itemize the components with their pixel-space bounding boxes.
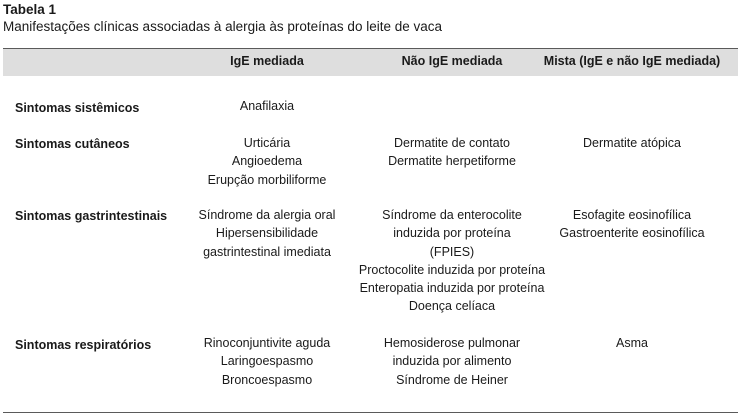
cell-line: Síndrome da enterocolite xyxy=(382,208,522,222)
cell-line: Broncoespasmo xyxy=(221,372,313,387)
row-header-respiratory: Sintomas respiratórios xyxy=(15,338,152,352)
cell-line: induzida por alimento xyxy=(392,354,512,369)
column-header-mixed: Mista (IgE e não IgE mediada) xyxy=(543,54,721,68)
cell-respiratory-mixed xyxy=(532,334,732,352)
cell-cutaneous-ige xyxy=(167,134,367,189)
column-header-non-ige: Não IgE mediada xyxy=(401,54,503,68)
cell-line: Esofagite eosinofílica xyxy=(572,208,692,222)
cell-gastrointestinal-non-ige xyxy=(352,206,552,316)
cell-line: Anafilaxia xyxy=(239,99,295,113)
cell-line: Dermatite de contato xyxy=(393,136,511,150)
row-header-systemic: Sintomas sistêmicos xyxy=(15,101,140,115)
cell-line: Síndrome de Heiner xyxy=(396,372,508,387)
column-header-ige: IgE mediada xyxy=(230,54,304,68)
cell-gastrointestinal-mixed xyxy=(532,206,732,243)
cell-line: gastrintestinal imediata xyxy=(203,244,331,259)
table-caption xyxy=(3,1,442,35)
cell-respiratory-non-ige xyxy=(352,334,552,389)
cell-line: Rinoconjuntivite aguda xyxy=(203,336,331,350)
cell-line: Hemosiderose pulmonar xyxy=(383,336,521,350)
cell-systemic-ige xyxy=(167,97,367,115)
table-bottom-rule xyxy=(3,412,738,413)
cell-line: Urticária xyxy=(243,136,291,150)
cell-line: Laringoespasmo xyxy=(220,354,314,369)
cell-line: Dermatite atópica xyxy=(583,136,681,150)
cell-cutaneous-mixed xyxy=(532,134,732,152)
cell-line: Doença celíaca xyxy=(408,299,496,314)
row-header-cutaneous: Sintomas cutâneos xyxy=(15,137,130,151)
cell-line: Proctocolite induzida por proteína xyxy=(358,262,546,277)
cell-gastrointestinal-ige xyxy=(167,206,367,261)
cell-line: Dermatite herpetiforme xyxy=(388,154,516,169)
cell-line: (FPIES) xyxy=(429,244,475,259)
cell-line: Enteropatia induzida por proteína xyxy=(359,281,545,296)
cell-line: Hipersensibilidade xyxy=(215,226,319,241)
cell-line: Angioedema xyxy=(231,154,303,169)
cell-line: Erupção morbiliforme xyxy=(207,172,327,187)
row-header-gastrointestinal: Sintomas gastrintestinais xyxy=(15,209,168,223)
cell-line: induzida por proteína xyxy=(393,226,511,241)
cell-line: Asma xyxy=(616,336,648,350)
table-title: Manifestações clínicas associadas à alergia às proteínas do leite de vaca xyxy=(3,19,443,34)
table-label: Tabela 1 xyxy=(3,2,57,17)
cell-line: Síndrome da alergia oral xyxy=(198,208,336,222)
cell-cutaneous-non-ige xyxy=(352,134,552,171)
cell-line: Gastroenterite eosinofílica xyxy=(559,226,705,241)
cell-respiratory-ige xyxy=(167,334,367,389)
